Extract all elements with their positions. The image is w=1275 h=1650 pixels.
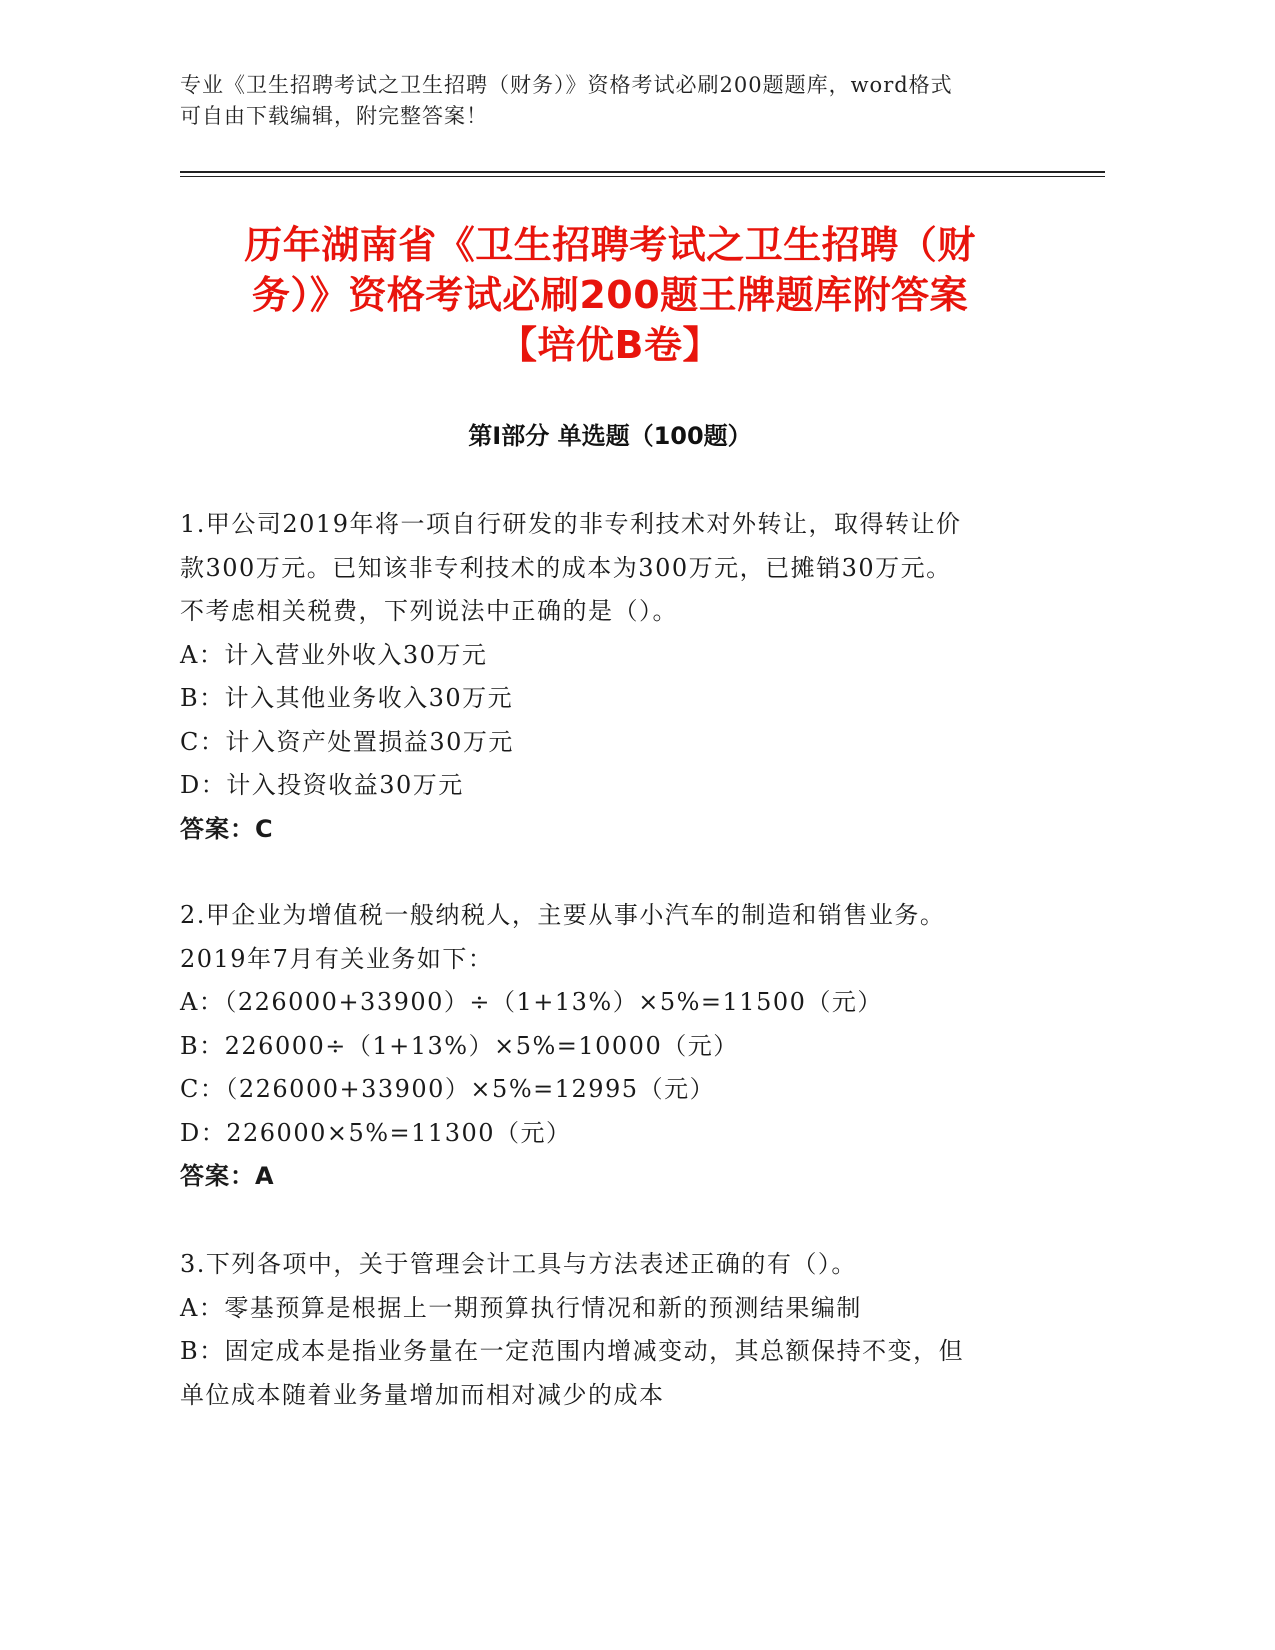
question-stem-line: 款300万元。已知该非专利技术的成本为300万元，已摊销30万元。 bbox=[180, 553, 952, 582]
header-note-line2: 可自由下载编辑，附完整答案！ bbox=[180, 104, 488, 128]
question-2 bbox=[180, 894, 1040, 1199]
question-stem-line: 不考虑相关税费，下列说法中正确的是（）。 bbox=[180, 597, 678, 625]
question-stem-line: 2.甲企业为增值税一般纳税人，主要从事小汽车的制造和销售业务。 bbox=[180, 901, 946, 929]
option-b: B：固定成本是指业务量在一定范围内增减变动，其总额保持不变，但 bbox=[180, 1337, 965, 1365]
document-title-line3: 【培优B卷】 bbox=[499, 323, 721, 367]
document-title bbox=[180, 220, 1040, 370]
option-a: A：计入营业外收入30万元 bbox=[180, 640, 488, 669]
header-note bbox=[180, 70, 1040, 132]
answer: 答案：C bbox=[180, 814, 274, 843]
question-stem-line: 1.甲公司2019年将一项自行研发的非专利技术对外转让，取得转让价 bbox=[180, 510, 962, 538]
option-c: C：计入资产处置损益30万元 bbox=[180, 727, 514, 756]
option-b-continued: 单位成本随着业务量增加而相对减少的成本 bbox=[180, 1380, 665, 1409]
document-title-line2: 务）》资格考试必刷200题王牌题库附答案 bbox=[251, 273, 969, 317]
question-stem-line: 3.下列各项中，关于管理会计工具与方法表述正确的有（）。 bbox=[180, 1250, 857, 1278]
section-title: 第Ⅰ部分 单选题（100题） bbox=[468, 422, 752, 450]
option-a: A：零基预算是根据上一期预算执行情况和新的预测结果编制 bbox=[180, 1293, 862, 1322]
header-note-line1: 专业《卫生招聘考试之卫生招聘（财务）》资格考试必刷200题题库，word格式 bbox=[180, 73, 953, 97]
option-a: A：（226000+33900）÷（1+13%）×5%=11500（元） bbox=[180, 988, 883, 1016]
document-title-line1: 历年湖南省《卫生招聘考试之卫生招聘（财 bbox=[244, 223, 976, 267]
header-divider-thin bbox=[180, 176, 1105, 177]
answer: 答案：A bbox=[180, 1162, 275, 1190]
option-d: D：计入投资收益30万元 bbox=[180, 771, 464, 799]
question-1 bbox=[180, 503, 1040, 851]
option-c: C：（226000+33900）×5%=12995（元） bbox=[180, 1075, 716, 1103]
option-b: B：计入其他业务收入30万元 bbox=[180, 684, 514, 712]
header-divider-thick bbox=[180, 171, 1105, 173]
option-d: D：226000×5%=11300（元） bbox=[180, 1118, 572, 1147]
question-3 bbox=[180, 1243, 1040, 1417]
option-b: B：226000÷（1+13%）×5%=10000（元） bbox=[180, 1031, 739, 1060]
question-stem-line: 2019年7月有关业务如下： bbox=[180, 944, 494, 973]
